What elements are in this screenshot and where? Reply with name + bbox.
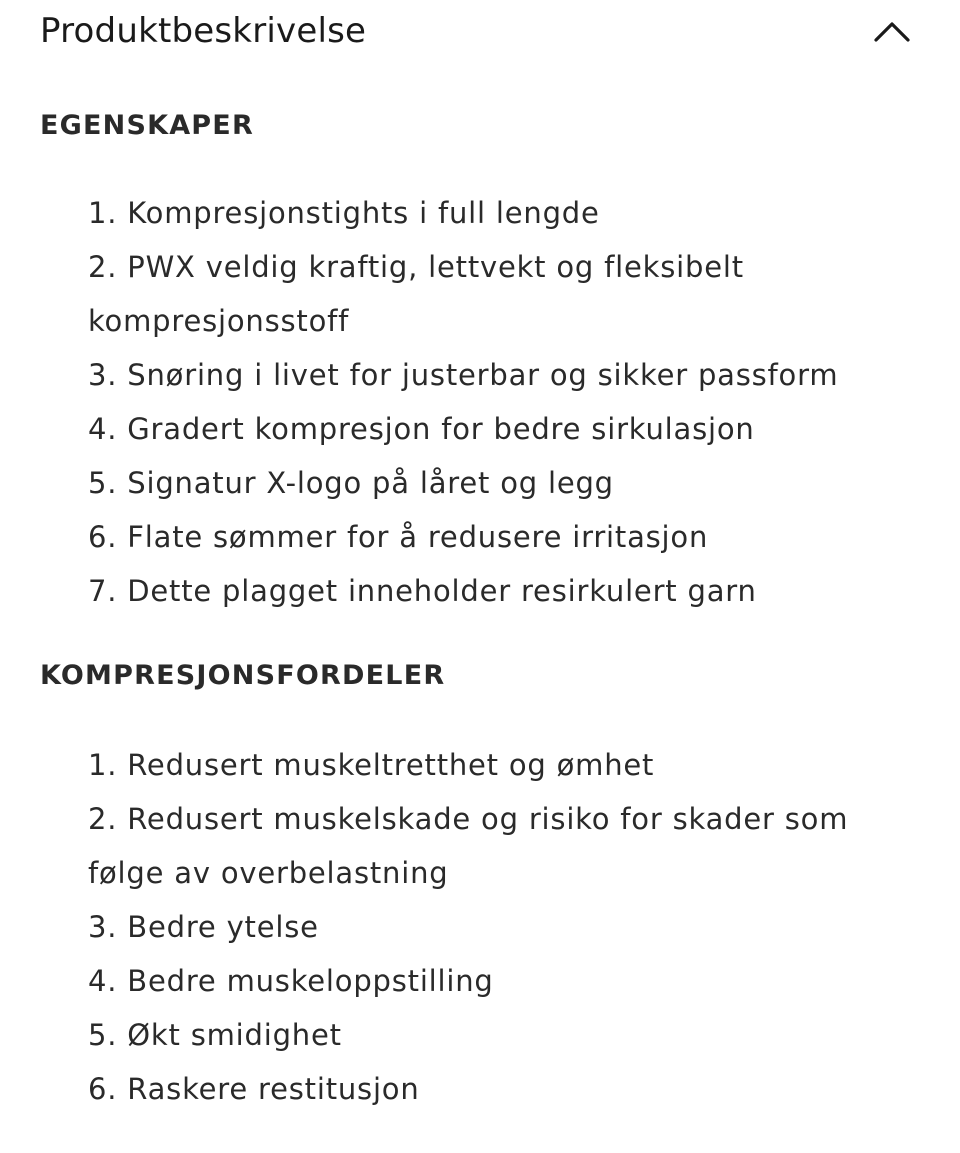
accordion-header[interactable] [40,0,920,62]
list-item: 6. Flate sømmer for å redusere irritasjon [88,520,709,554]
list-item: 1. Kompresjonstights i full lengde [88,196,600,230]
section-heading-kompresjonsfordeler: KOMPRESJONSFORDELER [40,660,446,691]
benefits-list [88,738,908,1116]
list-item: 6. Raskere restitusjon [88,1072,420,1106]
accordion-title: Produktbeskrivelse [40,11,367,51]
list-item: 5. Signatur X-logo på låret og legg [88,466,614,500]
chevron-up-icon[interactable] [872,11,912,51]
list-item: 2. Redusert muskelskade og risiko for skader som følge av overbelastning [88,802,849,890]
list-item: 7. Dette plagget inneholder resirkulert garn [88,574,757,608]
list-item: 2. PWX veldig kraftig, lettvekt og fleksibelt kompresjonsstoff [88,250,744,338]
list-item: 3. Bedre ytelse [88,910,319,944]
list-item: 1. Redusert muskeltretthet og ømhet [88,748,655,782]
list-item: 5. Økt smidighet [88,1018,342,1052]
list-item: 3. Snøring i livet for justerbar og sikker passform [88,358,839,392]
features-list [88,186,908,618]
list-item: 4. Bedre muskeloppstilling [88,964,494,998]
list-item: 4. Gradert kompresjon for bedre sirkulasjon [88,412,755,446]
section-heading-egenskaper: EGENSKAPER [40,110,254,141]
